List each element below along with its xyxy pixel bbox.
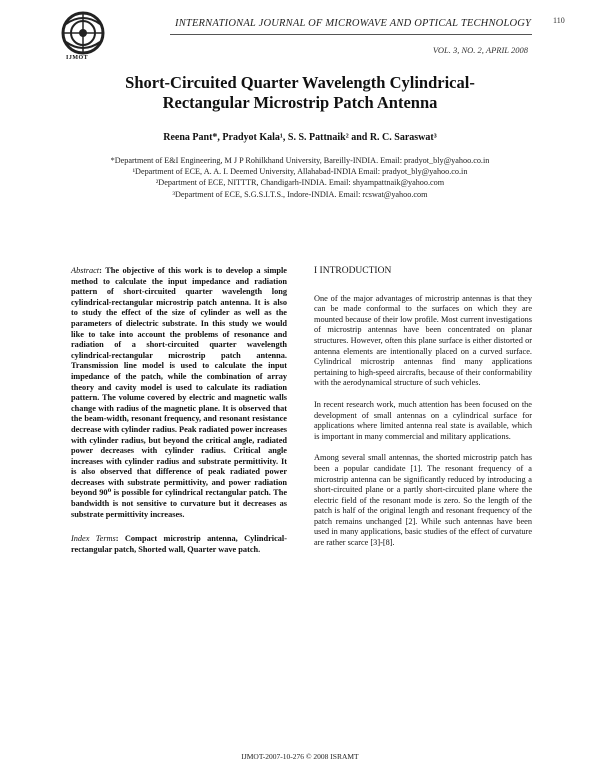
journal-logo-icon bbox=[60, 10, 106, 56]
header-rule bbox=[170, 34, 532, 35]
paper-title bbox=[0, 73, 600, 113]
page-number: 110 bbox=[553, 16, 565, 25]
logo-label: IJMOT bbox=[66, 55, 89, 61]
abstract-text: : The objective of this work is to develop a simple method to calculate the input impedance and radiation pattern of short-circuited quarter wavelength long cylindrical-rectangular microstrip patch antenna. It is also to study the effect of the size of cylinder as well as the parameters of dielectric substrate. In this study we would like to take into account the problems of resonance and radiation of a short-circuited quarter wavelength cylindrical-rectangular microstrip patch antenna. Transmission line model is used to calculate the input impedance of the patch, while the combination of array theory and cavity model is used to calculate its radiation pattern. The volume covered by electric and magnetic walls change with radius of the magnetic plane. It is observed that the beam-width, resonant frequency, and resonant resistance decrease with cylinder radius. Peak radiated power increases with cylinder radius, but beyond the critical angle, radiated power decreases with cylinder radius. Critical angle increases with cylinder radius and substrate permittivity. It is also observed that difference of peak radiated power decreases with substrate permittivity, and power radiation beyond 90⁰ is possible for cylindrical rectangular patch. The bandwidth is not sensitive to curvature but it decreases as substrate permittivity increases. bbox=[71, 266, 287, 519]
affiliation-1: ¹Department of ECE, A. A. I. Deemed University, Allahabad-INDIA Email: pradyot_bly@yahoo.co.in bbox=[132, 167, 468, 177]
affiliation-3: ³Department of ECE, S.G.S.I.T.S., Indore-INDIA. Email: rcswat@yahoo.com bbox=[172, 189, 428, 199]
index-terms-label: Index Terms bbox=[71, 534, 116, 544]
abstract bbox=[71, 266, 287, 520]
section-heading: I INTRODUCTION bbox=[314, 266, 392, 276]
title-line-1: Short-Circuited Quarter Wavelength Cylindrical- bbox=[125, 73, 475, 92]
affiliations bbox=[0, 155, 600, 200]
affiliation-2: ²Department of ECE, NITTTR, Chandigarh-INDIA. Email: shyampattnaik@yahoo.com bbox=[155, 178, 445, 188]
authors: Reena Pant*, Pradyot Kala¹, S. S. Pattnaik² and R. C. Saraswat³ bbox=[163, 132, 437, 143]
intro-paragraph-1: In recent research work, much attention has been focused on the development of small antennas on a cylindrical surface for applications where limited antenna real state is available, which is important in many commercial and military applications. bbox=[314, 399, 532, 441]
index-terms-text: : Compact microstrip antenna, Cylindrical-rectangular patch, Shorted wall, Quarter wave patch. bbox=[71, 534, 287, 554]
title-line-2: Rectangular Microstrip Patch Antenna bbox=[162, 93, 438, 112]
abstract-label: Abstract bbox=[71, 266, 100, 275]
journal-name: INTERNATIONAL JOURNAL OF MICROWAVE AND OPTICAL TECHNOLOGY bbox=[175, 18, 532, 29]
right-column bbox=[314, 266, 532, 560]
intro-paragraph-0: One of the major advantages of microstrip antennas is that they can be made conformal to the surfaces on which they are mounted because of their low profile. Most current investigations of microstrip antennas have been concentrated on planar structures. However, often this plane surface is either distorted or antenna elements are intentionally placed on a curved surface. Cylindrical microstrip antennas find many applications pertaining to high-speed aircrafts, because of their conformability with the aerodynamical structure of such vehicles. bbox=[314, 293, 532, 388]
left-column bbox=[71, 266, 287, 569]
affiliation-0: *Department of E&I Engineering, M J P Rohilkhand University, Bareilly-INDIA. Email: pradyot_bly@yahoo.co.in bbox=[110, 156, 490, 165]
intro-paragraph-2: Among several small antennas, the shorted microstrip patch has been a popular candidate [1]. The resonant frequency of a microstrip antenna can be significantly reduced by introducing a short-circuited plane or a partly short-circuited plane where the electric field of the resonant mode is zero. So the length of the patch is half of the original length and resonant frequency of the patch remains unchanged [2]. While such antennas have been used in many applications, basic studies of the effect of curvature are rather scarce [3]-[8]. bbox=[314, 453, 532, 548]
page-footer: IJMOT-2007-10-276 © 2008 ISRAMT bbox=[241, 752, 359, 761]
journal-logo bbox=[60, 10, 106, 56]
volume-info: VOL. 3, NO. 2, APRIL 2008 bbox=[432, 45, 528, 55]
index-terms bbox=[71, 534, 287, 555]
